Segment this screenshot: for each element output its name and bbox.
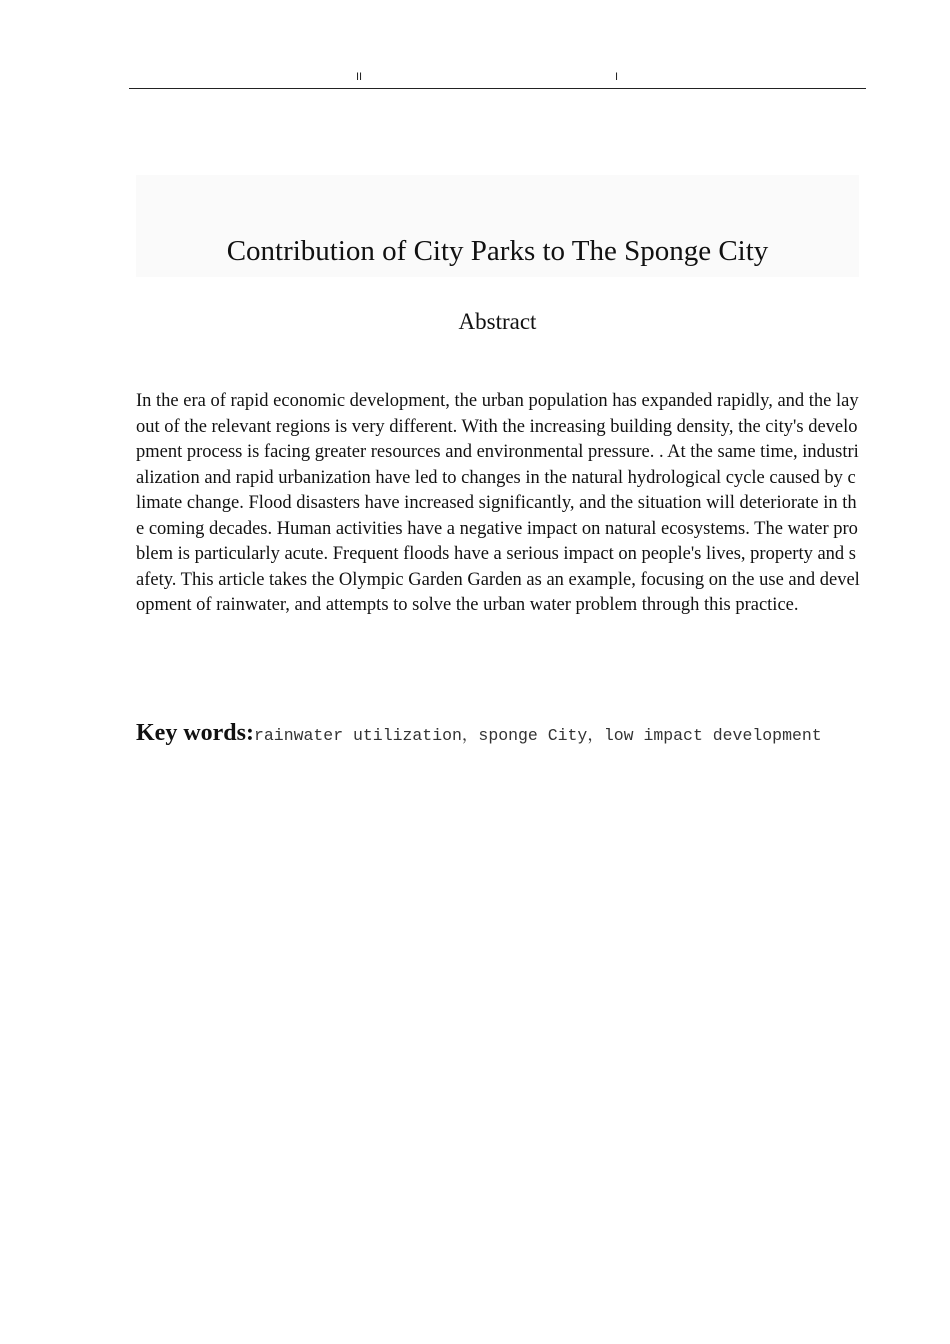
keywords-line: [136, 716, 860, 753]
keywords-value: rainwater utilization，sponge City，low impact development: [253, 726, 822, 745]
header-mark-right: I: [615, 71, 619, 83]
abstract-heading: Abstract: [458, 309, 537, 334]
document-title: Contribution of City Parks to The Sponge City: [226, 235, 769, 267]
abstract-body: In the era of rapid economic development, the urban population has expanded rapidly, and the layout of the relevant regions is very different. With the increasing building density, the city's development process is facing greater resources and environmental pressure. . At the same time, industrialization and rapid urbanization have led to changes in the natural hydrological cycle caused by climate change. Flood disasters have increased significantly, and the situation will deteriorate in the coming decades. Human activities have a negative impact on natural ecosystems. The water problem is particularly acute. Frequent floods have a serious impact on people's lives, property and safety. This article takes the Olympic Garden Garden as an example, focusing on the use and development of rainwater, and attempts to solve the urban water problem through this practice.: [136, 391, 860, 615]
keywords-label: Key words:: [136, 720, 254, 746]
page-header: [129, 68, 866, 89]
header-mark-left: II: [356, 71, 363, 83]
title-band: [136, 175, 859, 277]
